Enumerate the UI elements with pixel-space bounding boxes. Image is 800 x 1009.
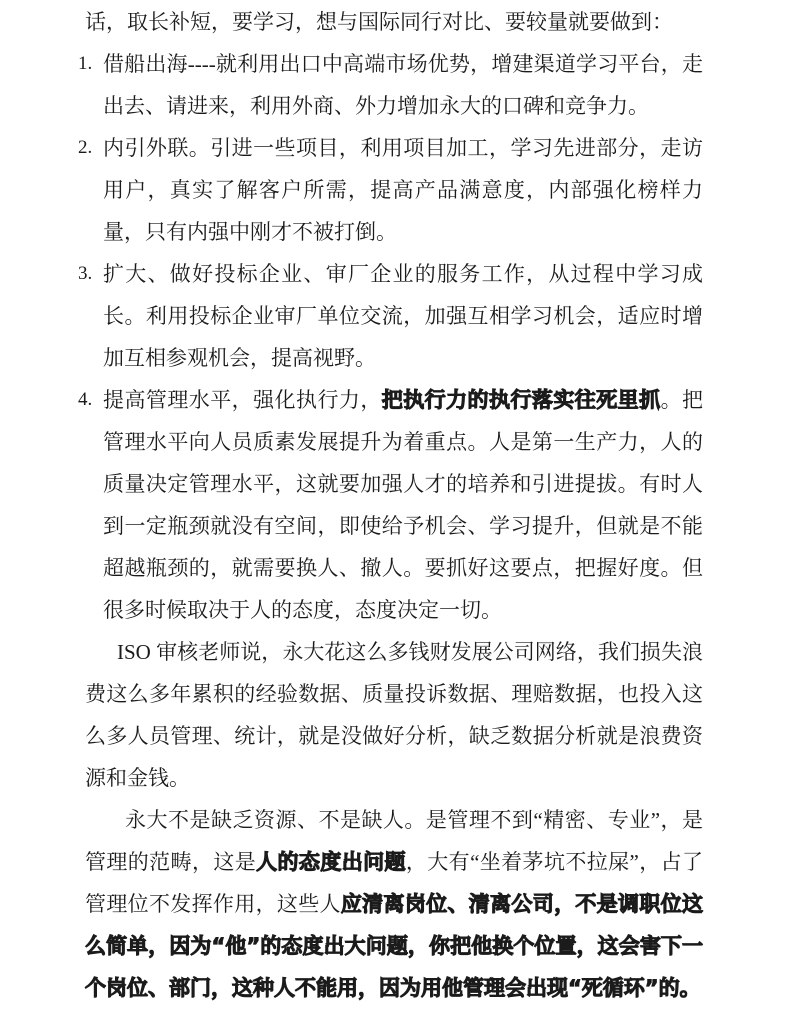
text-run: ISO 审核老师说，永大花这么多钱财发展公司网络，我们损失浪费这么多年累积的经验数据、质量投诉数据、理赔数据，也投入这么多人员管理、统计，就是没做好分析，缺乏数据分析就是浪费资源和金钱。 <box>85 640 703 790</box>
body-paragraphs <box>85 631 703 1009</box>
list-item-number: 4. <box>78 389 93 410</box>
text-run: 。把管理水平向人员质素发展提升为着重点。人是第一生产力，人的质量决定管理水平，这就要加强人才的培养和引进提拔。有时人到一定瓶颈就没有空间，即使给予机会、学习提升，但就是不能超越瓶颈的，就需要换人、撤人。要抓好这要点，把握好度。但很多时候取决于人的态度，态度决定一切。 <box>103 388 704 622</box>
list-item-number: 1. <box>78 53 93 74</box>
list-item-text <box>103 52 703 118</box>
list-item-text <box>103 262 703 370</box>
bold-emphasis: 应清离岗位、清离公司，不是调职位这么简单，因为“他”的态度出大问题，你把他换个位置，这会害下一个岗位、部门，这种人不能用，因为用他管理会出现“死循环”的。 <box>85 892 704 1000</box>
paragraph <box>85 631 703 799</box>
list-item-number: 3. <box>78 263 93 284</box>
text-run: 内引外联。引进一些项目，利用项目加工，学习先进部分，走访用户，真实了解客户所需，提高产品满意度，内部强化榜样力量，只有内强中刚才不被打倒。 <box>103 136 703 244</box>
text-run: 永大不是缺乏资源、不是缺人。是管理不到“精密、专业”，是管理的范畴，这是 <box>85 808 703 874</box>
text-run: 提高管理水平，强化执行力， <box>103 388 382 412</box>
paragraph <box>85 799 703 1009</box>
text-run: 扩大、做好投标企业、审厂企业的服务工作，从过程中学习成长。利用投标企业审厂单位交流，加强互相学习机会，适应时增加互相参观机会，提高视野。 <box>103 262 703 370</box>
list-item <box>78 379 704 631</box>
numbered-list <box>78 43 704 631</box>
intro-paragraph: 话，取长补短，要学习，想与国际同行对比、要较量就要做到： <box>85 10 673 34</box>
list-item-number: 2. <box>78 137 93 158</box>
bold-emphasis: 人的态度出问题 <box>256 850 406 874</box>
list-item <box>78 253 703 379</box>
list-item <box>78 127 703 253</box>
list-item <box>78 43 703 127</box>
text-run: 借船出海----就利用出口中高端市场优势，增建渠道学习平台，走出去、请进来，利用外商、外力增加永大的口碑和竞争力。 <box>103 52 703 118</box>
list-item-text <box>103 136 703 244</box>
bold-emphasis: 把执行力的执行落实往死里抓 <box>381 388 661 412</box>
text-run: ，大有“坐着茅坑不拉屎”，占了管理位不发挥作用，这些人 <box>85 850 704 916</box>
list-item-text <box>103 388 703 622</box>
